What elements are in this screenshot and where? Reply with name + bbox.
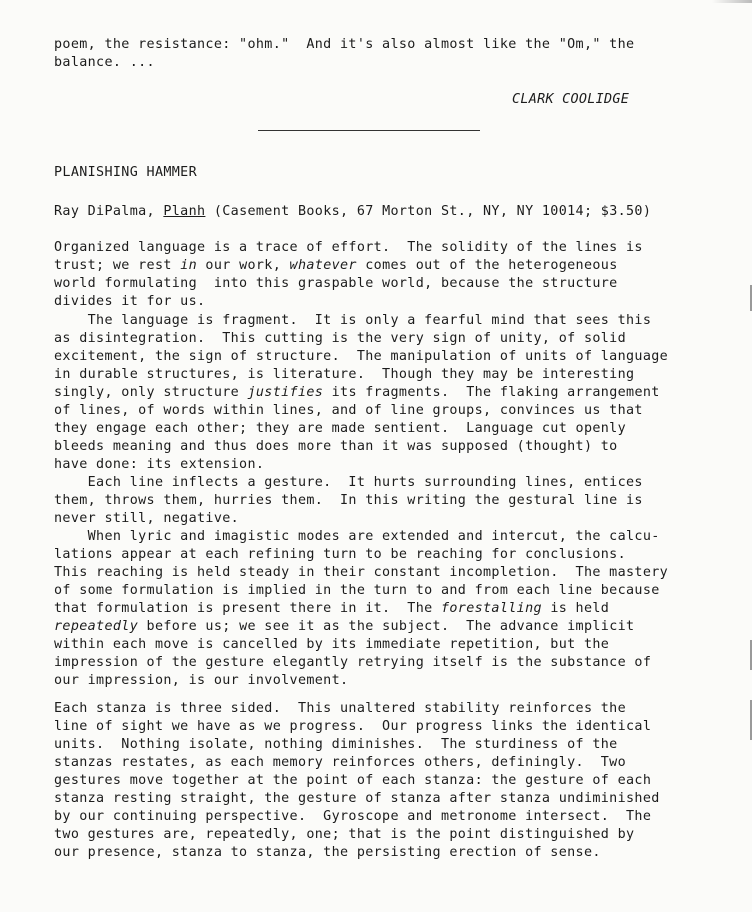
text-line: they engage each other; they are made sentient. Language cut openly (54, 421, 627, 436)
text-line: When lyric and imagistic modes are extended and intercut, the calcu- (54, 529, 660, 544)
text-line: them, throws them, hurries them. In this writing the gestural line is (54, 493, 643, 508)
text-line: Each stanza is three sided. This unaltered stability reinforces the (54, 701, 627, 716)
text-line: repeatedly before us; we see it as the subject. The advance implicit (54, 619, 635, 634)
scan-corner-mark (712, 0, 752, 3)
text-line: never still, negative. (54, 511, 240, 526)
text-line: trust; we rest in our work, whatever comes out of the heterogeneous (54, 258, 618, 273)
citation-author: Ray DiPalma, (54, 204, 164, 219)
text-line: stanzas restates, as each memory reinforces others, definingly. Two (54, 755, 627, 770)
intro-text (54, 36, 634, 72)
text-line: of some formulation is implied in the turn to and from each line because (54, 583, 660, 598)
author-signature: CLARK COOLIDGE (512, 92, 630, 107)
paragraph-1 (54, 239, 643, 311)
emphasis: justifies (247, 385, 324, 400)
text-line: that formulation is present there in it. The forestalling is held (54, 601, 610, 616)
emphasis: in (180, 258, 198, 273)
text-line: in durable structures, is literature. Though they may be interesting (54, 367, 635, 382)
text-line: line of sight we have as we progress. Our progress links the identical (54, 719, 652, 734)
text-line: The language is fragment. It is only a fearful mind that sees this (54, 313, 652, 328)
text-line: Organized language is a trace of effort. The solidity of the lines is (54, 240, 643, 255)
text-line: bleeds meaning and thus does more than it was supposed (thought) to (54, 439, 618, 454)
citation-publisher: (Casement Books, 67 Morton St., NY, NY 10014; $3.50) (205, 204, 652, 219)
intro-line: poem, the resistance: "ohm." And it's also almost like the "Om," the (54, 37, 635, 52)
text-line: gestures move together at the point of each stanza: the gesture of each (54, 773, 652, 788)
text-line: Each line inflects a gesture. It hurts surrounding lines, entices (54, 475, 643, 490)
text-line: units. Nothing isolate, nothing diminishes. The sturdiness of the (54, 737, 618, 752)
paragraph-2 (54, 312, 668, 690)
text-line: two gestures are, repeatedly, one; that is the point distinguished by (54, 827, 635, 842)
text-line: our presence, stanza to stanza, the persisting erection of sense. (54, 845, 601, 860)
emphasis: repeatedly (54, 619, 139, 634)
text-line: of lines, of words within lines, and of line groups, convinces us that (54, 403, 643, 418)
text-line: lations appear at each refining turn to be reaching for conclusions. (54, 547, 627, 562)
text-line: our impression, is our involvement. (54, 673, 349, 688)
text-line: singly, only structure justifies its fragments. The flaking arrangement (54, 385, 660, 400)
emphasis: whatever (289, 258, 357, 273)
text-line: impression of the gesture elegantly retrying itself is the substance of (54, 655, 652, 670)
intro-line: balance. ... (54, 55, 155, 70)
citation-line (54, 203, 651, 221)
text-line: as disintegration. This cutting is the very sign of unity, of solid (54, 331, 627, 346)
text-line: world formulating into this graspable world, because the structure (54, 276, 618, 291)
emphasis: forestalling (440, 601, 542, 616)
text-line: This reaching is held steady in their constant incompletion. The mastery (54, 565, 669, 580)
paragraph-3 (54, 700, 660, 862)
text-line: within each move is cancelled by its immediate repetition, but the (54, 637, 610, 652)
text-line: excitement, the sign of structure. The manipulation of units of language (54, 349, 669, 364)
section-divider (258, 130, 480, 131)
text-line: stanza resting straight, the gesture of stanza after stanza undiminished (54, 791, 660, 806)
text-line: have done: its extension. (54, 457, 265, 472)
text-line: divides it for us. (54, 294, 206, 309)
section-title: PLANISHING HAMMER (54, 165, 198, 180)
citation-title: Planh (163, 204, 206, 219)
text-line: by our continuing perspective. Gyroscope and metronome intersect. The (54, 809, 652, 824)
